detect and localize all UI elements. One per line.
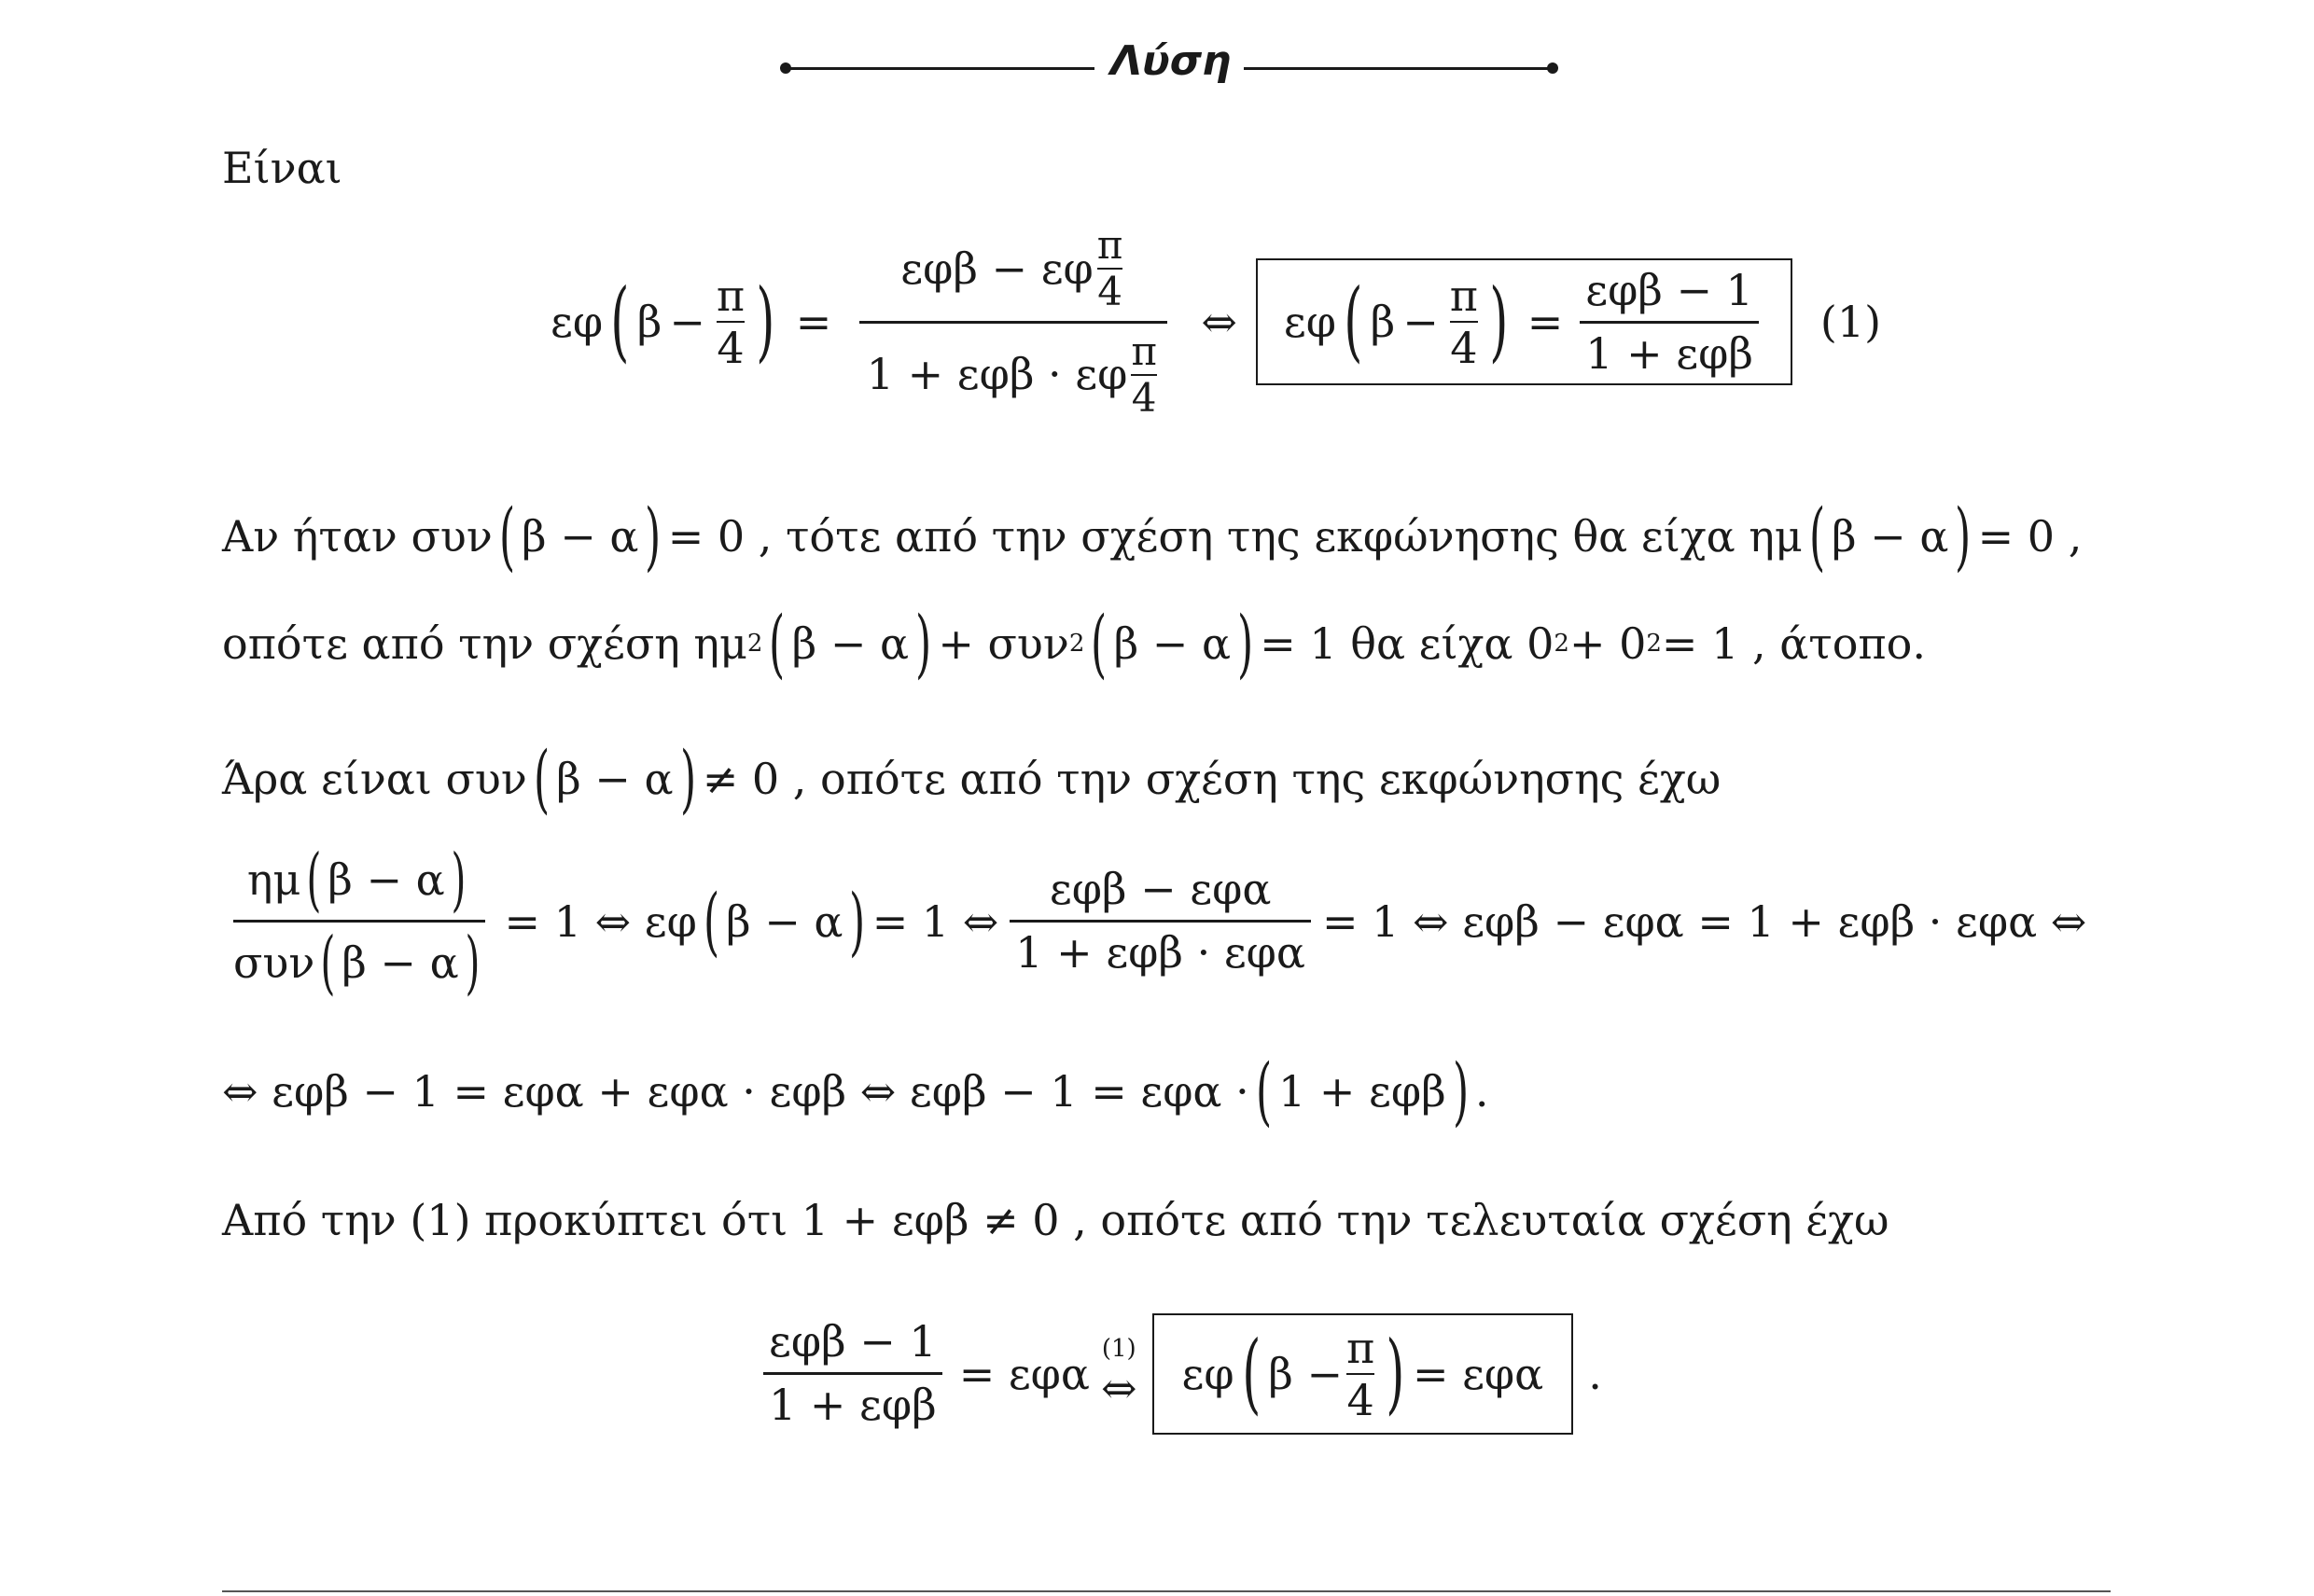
paren-close: ): [756, 271, 775, 372]
eq1-numerator: εφβ − εφ: [900, 243, 1094, 294]
para4-line: Από την (1) προκύπτει ότι 1 + εφβ ≠ 0 , οπότε από την τελευταία σχέση έχω: [222, 1195, 1889, 1245]
eq1-fn: εφ: [551, 297, 604, 347]
four: 4: [717, 323, 745, 373]
text-segment: = 1 , άτοπο.: [1661, 618, 1926, 669]
box-fraction: $\frac{\text{εφβ − 1}}{\text{1 + εφβ}}$: [1580, 266, 1759, 379]
pi-over-4: [717, 271, 745, 373]
para2-line2: οπότε από την σχέση ημ 2 ( β − α ) + συν 2 ( β − α ) = 1 θα είχα 0 2 + 0 2 = 1 , άτοπο.: [222, 600, 1926, 687]
box-paren-open: (: [1344, 271, 1363, 372]
eq2-frac-1: ημ ( β − α ) συν ( β − α ): [228, 845, 492, 997]
text-segment: = 0 , τότε από την σχέση της εκφώνησης θα είχα ημ: [667, 511, 1803, 562]
box-equals: =: [1526, 297, 1564, 347]
text-segment: οπότε από την σχέση ημ: [222, 618, 747, 669]
eq4-fraction: $\frac{\text{εφβ − 1}}{\text{1 + εφβ}}$: [763, 1317, 942, 1430]
arg: β − α: [1113, 618, 1232, 669]
header-dot-right: [1547, 62, 1558, 74]
intro-text: Είναι: [222, 143, 342, 193]
eq1-beta: β: [636, 297, 662, 347]
eq2-mid2: = 1 ⇔: [871, 895, 999, 947]
footer-rule: [222, 1590, 2111, 1592]
eq1-iff: ⇔: [1201, 297, 1237, 347]
pi-over-4-num: π 4: [1096, 221, 1123, 315]
arg: β − α: [726, 895, 843, 947]
pi: π: [716, 271, 746, 321]
arg: β − α: [522, 511, 639, 562]
text-segment: = 1 θα είχα 0: [1260, 618, 1554, 669]
arg: β − α: [791, 618, 910, 669]
text-segment: ≠ 0 , οπότε από την σχέση της εκφώνησης έχω: [702, 754, 1722, 804]
eq2-mid1: = 1 ⇔ εφ: [504, 895, 697, 947]
text-segment: + 0: [1568, 618, 1647, 669]
eq1-boxed-result: [1256, 258, 1792, 386]
header-rule-right: [1244, 67, 1552, 70]
header-dot-left: [780, 62, 791, 74]
eq1-minus: −: [669, 297, 705, 347]
eq3-text: ⇔ εφβ − 1 = εφα + εφα · εφβ ⇔ εφβ − 1 = εφα ·: [222, 1066, 1249, 1117]
equation-2: ημ ( β − α ) συν ( β − α ) = 1 ⇔ εφ ( β − α ) = 1 ⇔ $\frac{\text{εφβ − εφα}}{\text{1 + εφβ · εφα}}$ = 1 ⇔ εφβ − εφα = 1 + εφβ · εφα ⇔: [222, 840, 2086, 1003]
eq1-main-fraction: [859, 223, 1167, 421]
text-segment: Αν ήταν συν: [222, 511, 493, 562]
eq3-arg: 1 + εφβ: [1277, 1066, 1446, 1117]
eq1-label: (1): [1819, 297, 1882, 347]
eq3-dot: .: [1474, 1066, 1489, 1117]
eq1-denominator: 1 + εφβ · εφ: [866, 349, 1128, 400]
equation-3: ⇔ εφβ − 1 = εφα + εφα · εφβ ⇔ εφβ − 1 = εφα · ( 1 + εφβ ) .: [222, 1048, 1489, 1134]
arg: β − α: [1831, 511, 1949, 562]
para3-line: Άρα είναι συν ( β − α ) ≠ 0 , οπότε από την σχέση της εκφώνησης έχω: [222, 735, 1722, 822]
eq4-dot: .: [1588, 1348, 1602, 1399]
equation-1: [551, 210, 1881, 434]
pi-over-4-den: π 4: [1131, 327, 1157, 421]
eq2-tail: = 1 ⇔ εφβ − εφα = 1 + εφβ · εφα ⇔: [1321, 895, 2087, 947]
box-paren-close: ): [1489, 271, 1509, 372]
para2-line1: Αν ήταν συν ( β − α ) = 0 , τότε από την σχέση της εκφώνησης θα είχα ημ ( β − α ) = 0 ,: [222, 493, 2083, 579]
text-segment: + συν: [938, 618, 1069, 669]
eq4-mid: = εφα: [958, 1348, 1090, 1399]
box-pi-over-4: π 4: [1449, 271, 1478, 373]
eq1-equals: =: [795, 297, 832, 347]
box-fn: εφ: [1283, 297, 1336, 347]
eq4-boxed-result: εφ ( β − π 4 ) = εφα: [1152, 1313, 1574, 1435]
box-beta: β: [1370, 297, 1396, 347]
arg: β − α: [556, 754, 674, 804]
text-segment: = 0 ,: [1977, 511, 2083, 562]
box-minus: −: [1402, 297, 1439, 347]
paren-open: (: [610, 271, 630, 372]
equation-4: [758, 1292, 1602, 1455]
eq2-frac-2: $\frac{\text{εφβ − εφα}}{\text{1 + εφβ · εφα}}$: [1010, 865, 1311, 978]
eq4-iff-ref: (1) ⇔: [1100, 1334, 1137, 1413]
text-segment: Άρα είναι συν: [222, 754, 527, 804]
header-title: Λύση: [1110, 37, 1232, 85]
header-rule-left: [787, 67, 1094, 70]
